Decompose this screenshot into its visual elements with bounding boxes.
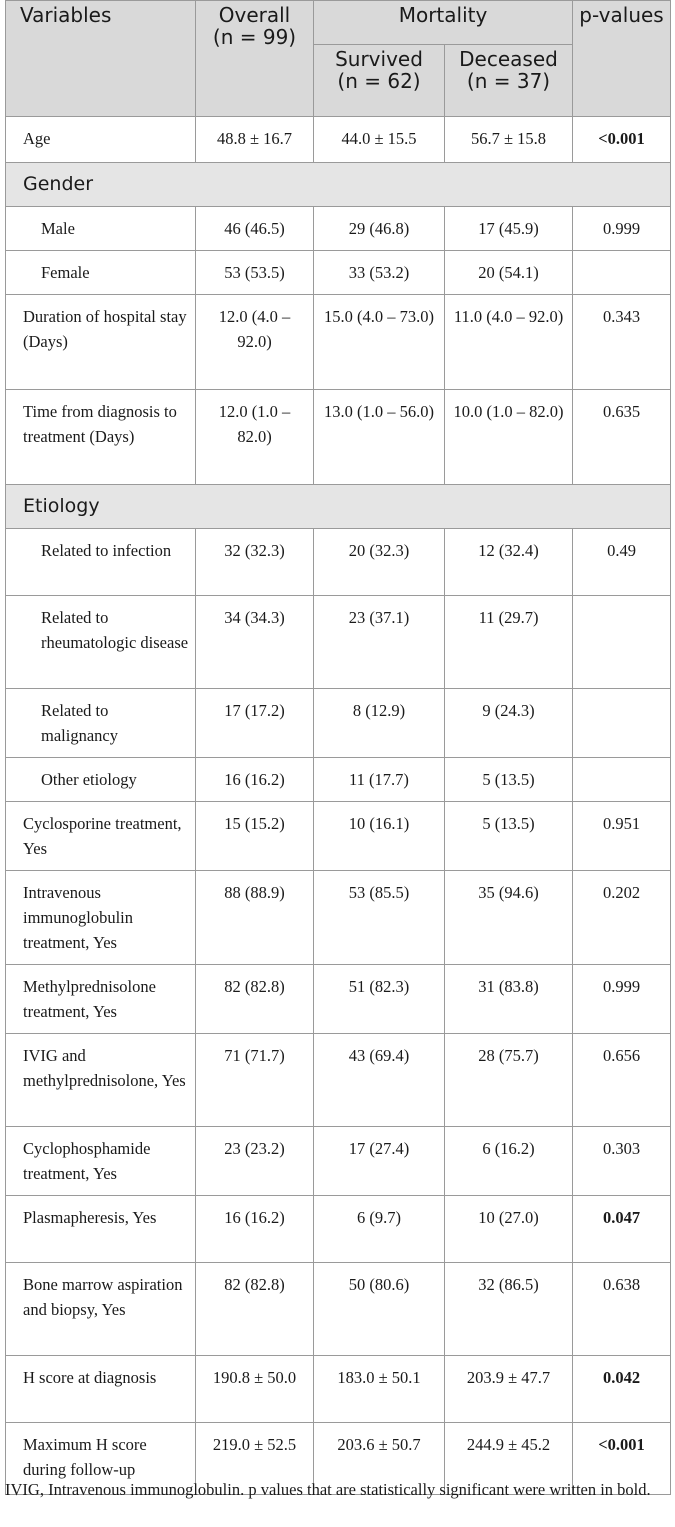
cell-deceased: 11 (29.7) [445,596,573,689]
row-label: Intravenous immunoglobulin treatment, Yes [6,871,196,965]
cell-survived: 10 (16.1) [314,802,445,871]
section-row [6,163,671,207]
cell-overall: 190.8 ± 50.0 [196,1356,314,1423]
table-row [6,689,671,758]
cell-survived: 8 (12.9) [314,689,445,758]
header-overall-n: (n = 99) [212,25,297,49]
cell-p-value [573,758,671,802]
cell-survived: 183.0 ± 50.1 [314,1356,445,1423]
cell-deceased: 20 (54.1) [445,251,573,295]
cell-p-value: 0.635 [573,390,671,485]
row-label: Cyclosporine treatment, Yes [6,802,196,871]
row-label: IVIG and methylprednisolone, Yes [6,1034,196,1127]
row-label: Maximum H score during follow-up [6,1423,196,1495]
table-row [6,529,671,596]
cell-deceased: 35 (94.6) [445,871,573,965]
cell-p-value: 0.638 [573,1263,671,1356]
table-row [6,1196,671,1263]
cell-survived: 17 (27.4) [314,1127,445,1196]
table-row [6,390,671,485]
header-variables: Variables [6,1,196,117]
cell-p-value: 0.047 [573,1196,671,1263]
cell-deceased: 6 (16.2) [445,1127,573,1196]
cell-overall: 12.0 (4.0 – 92.0) [196,295,314,390]
row-label: Related to infection [6,529,196,596]
cell-overall: 82 (82.8) [196,1263,314,1356]
cell-overall: 71 (71.7) [196,1034,314,1127]
cell-deceased: 56.7 ± 15.8 [445,117,573,163]
header-deceased [445,45,573,117]
cell-p-value: 0.042 [573,1356,671,1423]
cell-deceased: 32 (86.5) [445,1263,573,1356]
section-title: Etiology [6,485,671,529]
cell-p-value: 0.999 [573,207,671,251]
cell-p-value: <0.001 [573,1423,671,1495]
cell-deceased: 10.0 (1.0 – 82.0) [445,390,573,485]
table-row [6,1034,671,1127]
header-overall [196,1,314,117]
cell-deceased: 28 (75.7) [445,1034,573,1127]
cell-survived: 6 (9.7) [314,1196,445,1263]
header-survived [314,45,445,117]
table-row [6,117,671,163]
section-row [6,485,671,529]
table-row [6,295,671,390]
header-deceased-n: (n = 37) [466,69,551,93]
cell-deceased: 203.9 ± 47.7 [445,1356,573,1423]
table-row [6,802,671,871]
header-survived-label: Survived [335,47,423,71]
row-label: Time from diagnosis to treatment (Days) [6,390,196,485]
table-row [6,1263,671,1356]
table-header [6,1,671,117]
cell-survived: 51 (82.3) [314,965,445,1034]
cell-overall: 46 (46.5) [196,207,314,251]
cell-survived: 43 (69.4) [314,1034,445,1127]
cell-survived: 11 (17.7) [314,758,445,802]
cell-deceased: 12 (32.4) [445,529,573,596]
cell-overall: 16 (16.2) [196,758,314,802]
cell-deceased: 244.9 ± 45.2 [445,1423,573,1495]
cell-overall: 82 (82.8) [196,965,314,1034]
cell-deceased: 10 (27.0) [445,1196,573,1263]
cell-p-value: 0.49 [573,529,671,596]
cell-p-value: 0.999 [573,965,671,1034]
row-label: Female [6,251,196,295]
cell-overall: 34 (34.3) [196,596,314,689]
row-label: Age [6,117,196,163]
cell-survived: 15.0 (4.0 – 73.0) [314,295,445,390]
table-row [6,1356,671,1423]
cell-overall: 32 (32.3) [196,529,314,596]
table-row [6,1127,671,1196]
table-body [6,117,671,1495]
cell-overall: 88 (88.9) [196,871,314,965]
cell-survived: 29 (46.8) [314,207,445,251]
cell-survived: 33 (53.2) [314,251,445,295]
cell-overall: 16 (16.2) [196,1196,314,1263]
cell-deceased: 9 (24.3) [445,689,573,758]
table-row [6,596,671,689]
header-deceased-label: Deceased [459,47,558,71]
cell-deceased: 17 (45.9) [445,207,573,251]
cell-p-value [573,251,671,295]
header-overall-label: Overall [218,3,291,27]
cell-deceased: 5 (13.5) [445,758,573,802]
table-row [6,871,671,965]
cell-p-value: 0.303 [573,1127,671,1196]
cell-survived: 44.0 ± 15.5 [314,117,445,163]
cell-survived: 53 (85.5) [314,871,445,965]
cell-survived: 50 (80.6) [314,1263,445,1356]
row-label: Related to rheumatologic disease [6,596,196,689]
cell-p-value: <0.001 [573,117,671,163]
row-label: Duration of hospital stay (Days) [6,295,196,390]
cell-overall: 12.0 (1.0 – 82.0) [196,390,314,485]
cell-survived: 13.0 (1.0 – 56.0) [314,390,445,485]
cell-p-value [573,689,671,758]
cell-deceased: 5 (13.5) [445,802,573,871]
cell-overall: 17 (17.2) [196,689,314,758]
table-row [6,965,671,1034]
cell-p-value [573,596,671,689]
header-mortality: Mortality [314,1,573,45]
row-label: Plasmapheresis, Yes [6,1196,196,1263]
row-label: Bone marrow aspiration and biopsy, Yes [6,1263,196,1356]
section-title: Gender [6,163,671,207]
row-label: Methylprednisolone treatment, Yes [6,965,196,1034]
cell-p-value: 0.343 [573,295,671,390]
row-label: Cyclophosphamide treatment, Yes [6,1127,196,1196]
cell-overall: 15 (15.2) [196,802,314,871]
cell-survived: 203.6 ± 50.7 [314,1423,445,1495]
table-footnote: IVIG, Intravenous immunoglobulin. p values that are statistically significant were written in bold. [5,1480,651,1499]
table-row [6,251,671,295]
cell-deceased: 31 (83.8) [445,965,573,1034]
header-survived-n: (n = 62) [337,69,421,93]
table-row [6,758,671,802]
cell-overall: 23 (23.2) [196,1127,314,1196]
row-label: H score at diagnosis [6,1356,196,1423]
row-label: Male [6,207,196,251]
cell-p-value: 0.951 [573,802,671,871]
cell-overall: 53 (53.5) [196,251,314,295]
cell-p-value: 0.656 [573,1034,671,1127]
row-label: Other etiology [6,758,196,802]
cell-p-value: 0.202 [573,871,671,965]
cell-deceased: 11.0 (4.0 – 92.0) [445,295,573,390]
results-table [5,0,671,1495]
cell-overall: 48.8 ± 16.7 [196,117,314,163]
cell-survived: 23 (37.1) [314,596,445,689]
header-pvalues: p-values [573,1,671,117]
cell-overall: 219.0 ± 52.5 [196,1423,314,1495]
table-row [6,207,671,251]
cell-survived: 20 (32.3) [314,529,445,596]
row-label: Related to malignancy [6,689,196,758]
